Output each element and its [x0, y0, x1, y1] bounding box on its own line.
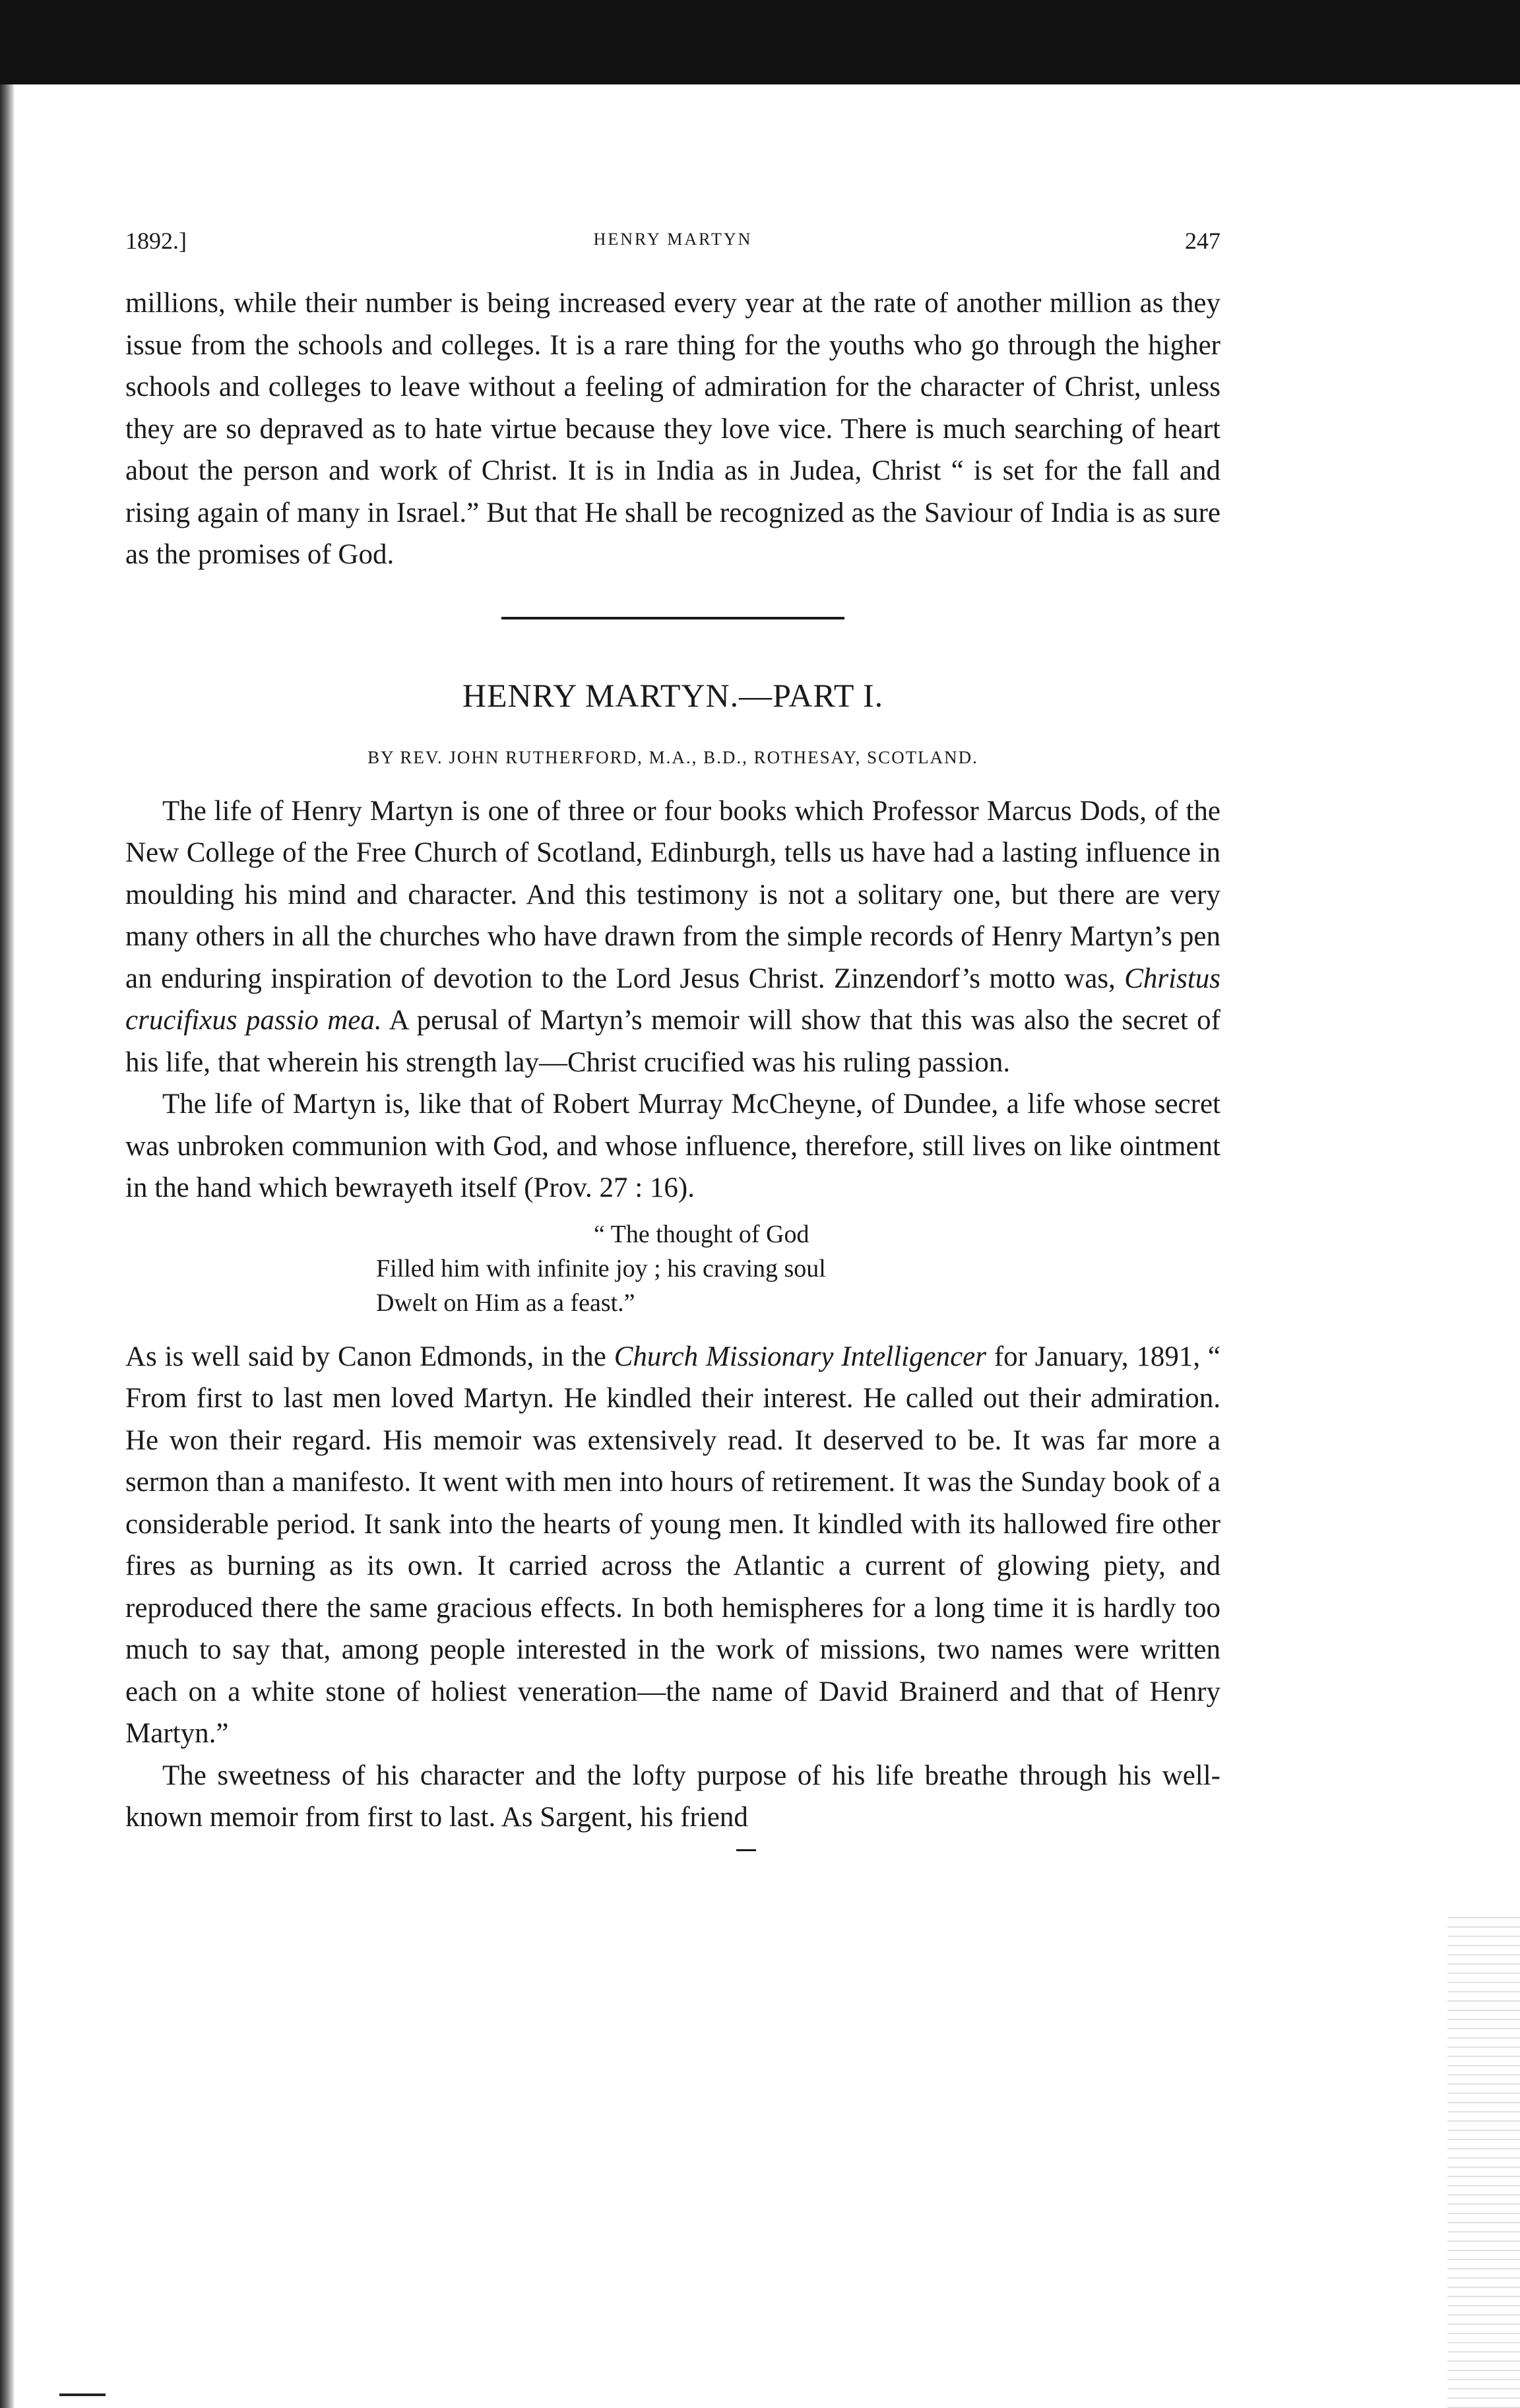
paragraph-3	[125, 1336, 1220, 1755]
scan-left-edge	[0, 84, 15, 2408]
paragraph-1-text: The life of Henry Martyn is one of three or four books which Professor Marcus Dods, of the New College of the Free Church of Scotland, Edinburgh, tells us have had a lasting influence in moulding his mind and character. And this testimony is not a solitary one, but there are very many others in all the churches who have drawn from the simple records of Henry Martyn’s pen an enduring inspiration of devotion to the Lord Jesus Christ. Zinzendorf’s motto was,	[125, 795, 1220, 994]
scan-bottom-mark	[59, 2393, 106, 2396]
verse-quote	[376, 1217, 1220, 1320]
paragraph-3-text: As is well said by Canon Edmonds, in the	[125, 1341, 614, 1372]
scan-right-edge	[1447, 1913, 1520, 2408]
section-divider	[501, 617, 844, 619]
paragraph-1	[125, 790, 1220, 1084]
article-title: HENRY MARTYN.—PART I.	[462, 676, 884, 714]
running-head	[125, 211, 1220, 257]
verse-line-1: “ The thought of God	[594, 1220, 809, 1248]
paragraph-3-text-end: for January, 1891, “ From first to last men loved Martyn. He kindled their interest. He called out their admiration. He won their regard. His memoir was extensively read. It deserved to be. It was far more a sermon than a manifesto. It went with men into hours of retirement. It was the Sunday book of a considerable period. It sank into the hearts of young men. It kindled with its hallowed fire other fires as burning as its own. It carried across the Atlantic a current of glowing piety, and reproduced there the same gracious effects. In both hemispheres for a long time it is hardly too much to say that, among people interested in the work of missions, two names were written each on a white stone of holiest veneration—the name of David Brainerd and that of Henry Martyn.”	[125, 1341, 1220, 1749]
paragraph-4: The sweetness of his character and the lofty purpose of his life breathe through his well-known memoir from first to last. As Sargent, his friend	[125, 1759, 1220, 1833]
page-content	[125, 211, 1220, 1851]
paragraph-2: The life of Martyn is, like that of Robert Murray McCheyne, of Dundee, a life whose secret was unbroken communion with God, and whose influence, therefore, still lives on like ointment in the hand which bewrayeth itself (Prov. 27 : 16).	[125, 1089, 1220, 1203]
scan-top-border	[0, 0, 1520, 84]
page-number: 247	[1185, 228, 1220, 254]
article-byline: BY REV. JOHN RUTHERFORD, M.A., B.D., ROTHESAY, SCOTLAND.	[367, 747, 978, 767]
verse-line-2: Filled him with infinite joy ; his craving soul	[376, 1254, 826, 1283]
journal-title: Church Missionary Intelligencer	[614, 1341, 986, 1372]
header-title: HENRY MARTYN	[593, 230, 753, 249]
latin-motto: Christus crucifixus passio mea.	[125, 963, 1220, 1036]
paragraph-1-text-end: A perusal of Martyn’s memoir will show that this was also the secret of his life, that wherein his strength lay—Christ crucified was his ruling passion.	[125, 1005, 1220, 1078]
verse-line-3: Dwelt on Him as a feast.”	[376, 1288, 635, 1317]
header-year: 1892.]	[125, 228, 187, 254]
intro-paragraph: millions, while their number is being increased every year at the rate of another million as they issue from the schools and colleges. It is a rare thing for the youths who go through the higher schools and colleges to leave without a feeling of admiration for the character of Christ, unless they are so depraved as to hate virtue because they love vice. There is much searching of heart about the person and work of Christ. It is in India as in Judea, Christ “ is set for the fall and rising again of many in Israel.” But that He shall be recognized as the Saviour of India is as sure as the promises of God.	[125, 288, 1220, 570]
catchword-mark	[736, 1849, 756, 1851]
